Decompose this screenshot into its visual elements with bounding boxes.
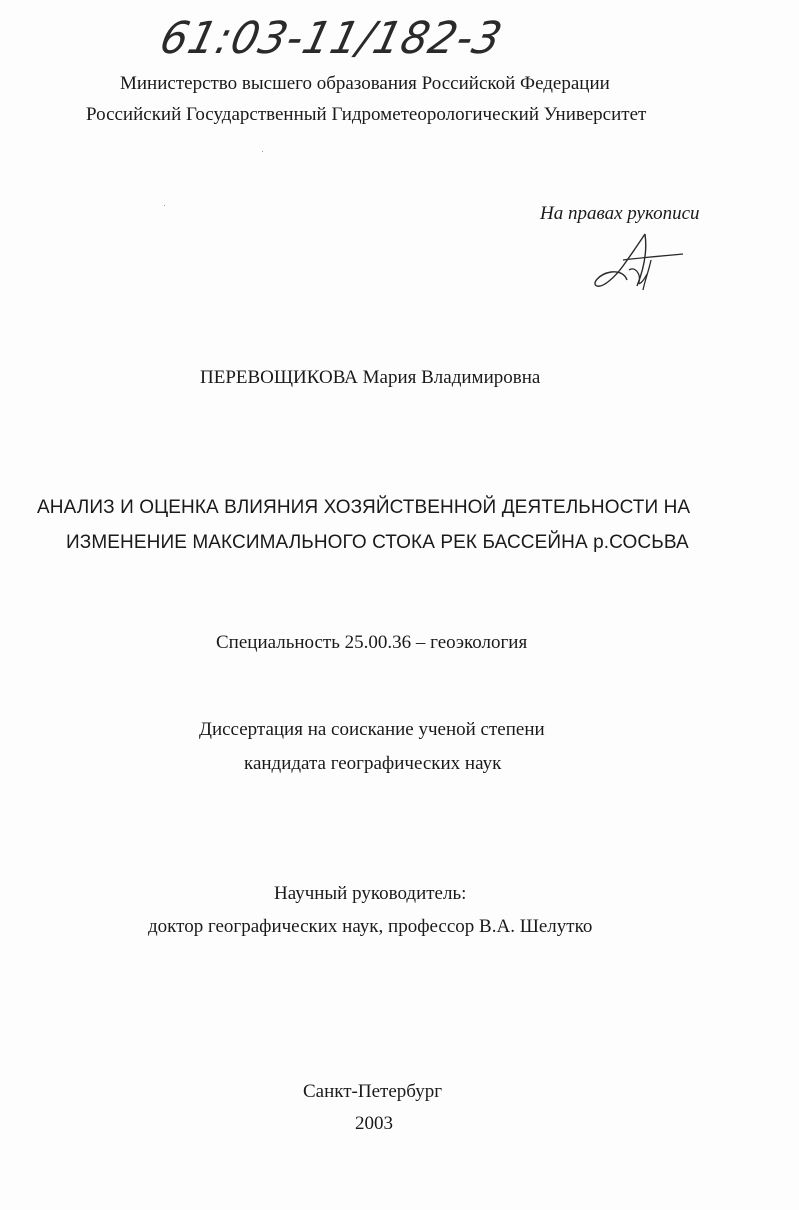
- ministry-line: Министерство высшего образования Российской Федерации: [120, 73, 610, 94]
- author-name: ПЕРЕВОЩИКОВА Мария Владимировна: [200, 367, 541, 388]
- supervisor-name: доктор географических наук, профессор В.А. Шелутко: [148, 916, 593, 937]
- title-line-2: ИЗМЕНЕНИЕ МАКСИМАЛЬНОГО СТОКА РЕК БАССЕЙНА р.СОСЬВА: [66, 532, 689, 553]
- manuscript-rights-note: На правах рукописи: [540, 203, 700, 224]
- title-line-1: АНАЛИЗ И ОЦЕНКА ВЛИЯНИЯ ХОЗЯЙСТВЕННОЙ ДЕЯТЕЛЬНОСТИ НА: [37, 497, 691, 518]
- archive-number-handwritten: 61:03-11/182-3: [155, 12, 508, 64]
- year: 2003: [355, 1113, 393, 1134]
- university-line: Российский Государственный Гидрометеорологический Университет: [86, 104, 647, 125]
- supervisor-label: Научный руководитель:: [274, 883, 467, 904]
- city: Санкт-Петербург: [303, 1081, 443, 1102]
- dissertation-line-1: Диссертация на соискание ученой степени: [199, 719, 545, 740]
- dissertation-line-2: кандидата географических наук: [244, 753, 502, 774]
- specialty-line: Специальность 25.00.36 – геоэкология: [216, 632, 528, 653]
- scan-speck: [164, 205, 165, 206]
- scan-speck: [262, 151, 263, 152]
- signature-image: [585, 230, 685, 300]
